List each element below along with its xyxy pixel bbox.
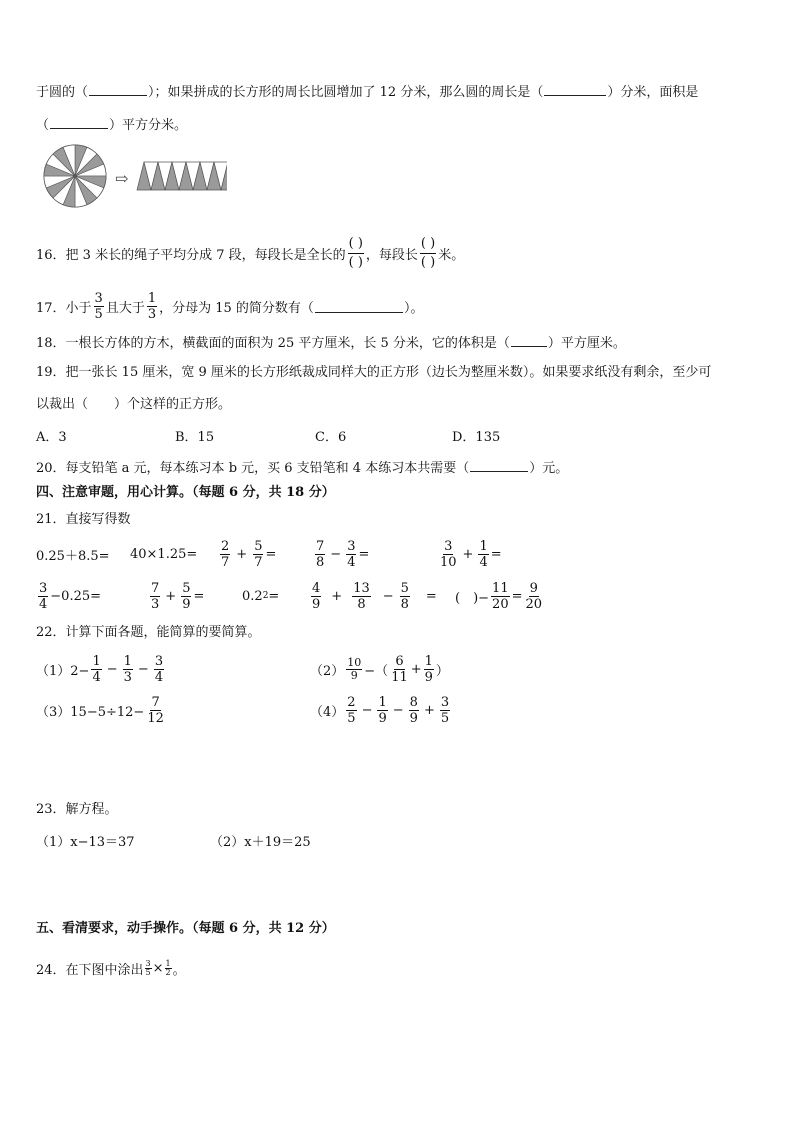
q24: 24．在下图中涂出 $\frac{3}{5}$ × $\frac{1}{2}$ 。 (36, 958, 186, 978)
answer-blank[interactable] (470, 458, 528, 472)
q22-expression-2: （2） $\frac{10}{9}$ −（ $\frac{6}{11}$ + $\frac{1}{9}$ ） (310, 653, 449, 685)
q21-item: 40×1.25= (130, 546, 198, 562)
q22-expression-4: （4） $\frac{2}{5}$ − $\frac{1}{9}$ − $\frac{8}{9}$ + $\frac{3}{5}$ (310, 694, 450, 726)
q21-title: 21．直接写得数 (36, 512, 131, 527)
rearranged-strip (137, 162, 227, 190)
sliced-circle (44, 145, 106, 207)
answer-blank[interactable] (511, 333, 547, 347)
q21-item: $\frac{7}{3}$ + $\frac{5}{9}$ = (151, 580, 205, 612)
q19-option-c[interactable]: C．6 (315, 430, 347, 445)
q19-line2: 以裁出（ ）个这样的正方形。 (36, 397, 232, 412)
q21-item: $\frac{2}{7}$ + $\frac{5}{7}$ = (221, 538, 277, 570)
q23-title: 23．解方程。 (36, 802, 118, 817)
section-heading: 五、看清要求，动手操作。（每题 6 分，共 12 分） (36, 921, 335, 936)
q16: 16．把 3 米长的绳子平均分成 7 段，每段长是全长的 $\frac{( )}{( )}$ ，每段长 $\frac{( )}{( )}$ 米。 (36, 235, 465, 270)
q18: 18．一根长方体的方木，横截面的面积为 25 平方厘米，长 5 分米，它的体积是（ ）平方厘米。 (36, 333, 626, 353)
q15-line1: 于圆的（ ）；如果拼成的长方形的周长比圆增加了 12 分米，那么圆的周长是（ ）分米，面积是 (36, 82, 698, 102)
answer-blank[interactable] (50, 115, 108, 129)
q21-item: $\frac{3}{4}$ −0.25= (39, 580, 102, 612)
section-heading: 四、注意审题，用心计算。（每题 6 分，共 18 分） (36, 485, 335, 500)
q21-item: $\frac{7}{8}$ − $\frac{3}{4}$ = (316, 538, 370, 570)
fraction: $\frac{1}{3}$ (147, 290, 157, 322)
q22-expression-1: （1）2− $\frac{1}{4}$ − $\frac{1}{3}$ − $\frac{3}{4}$ (36, 653, 164, 685)
q22-title: 22．计算下面各题，能简算的要简算。 (36, 625, 261, 640)
arrow-icon: ⇨ (115, 169, 129, 188)
answer-blank[interactable] (315, 299, 403, 313)
q23-equation-2: （2）x＋19＝25 (210, 835, 311, 850)
q22-expression-3: （3）15−5÷12− $\frac{7}{12}$ (36, 694, 164, 726)
q20: 20．每支铅笔 a 元，每本练习本 b 元，买 6 支铅笔和 4 本练习本共需要（ ）元。 (36, 458, 568, 478)
q19-option-b[interactable]: B．15 (175, 430, 215, 445)
blank-fraction[interactable]: $\frac{( )}{( )}$ (420, 235, 436, 270)
q17: 17．小于 $\frac{3}{5}$ 且大于 $\frac{1}{3}$ ，分母为 15 的简分数有（ ）。 (36, 290, 424, 322)
blank-fraction[interactable]: $\frac{( )}{( )}$ (348, 235, 363, 270)
q21-item: ( )− $\frac{11}{20}$ = $\frac{9}{20}$ (455, 580, 543, 612)
q19-option-d[interactable]: D．135 (452, 430, 501, 445)
q15-line2: （ ）平方分米。 (36, 115, 187, 135)
q21-item: 0.25＋8.5= (36, 548, 110, 564)
q21-item: $\frac{4}{9}$ + $\frac{13}{8}$ − $\frac{5}{8}$ = (312, 580, 437, 612)
fraction: $\frac{3}{5}$ (94, 290, 103, 322)
answer-blank[interactable] (544, 82, 606, 96)
q21-item: $\frac{3}{10}$ + $\frac{1}{4}$ = (440, 538, 502, 570)
answer-blank[interactable] (89, 82, 147, 96)
q23-equation-1: （1）x−13＝37 (36, 835, 135, 850)
q19-line1: 19．把一张长 15 厘米，宽 9 厘米的长方形纸裁成同样大的正方形（边长为整厘米数）。如果要求纸没有剩余，至少可 (36, 365, 712, 380)
circle-to-rectangle-figure (42, 143, 227, 209)
q21-item: 0.2 2 = (242, 588, 280, 604)
q19-option-a[interactable]: A．3 (36, 430, 67, 445)
